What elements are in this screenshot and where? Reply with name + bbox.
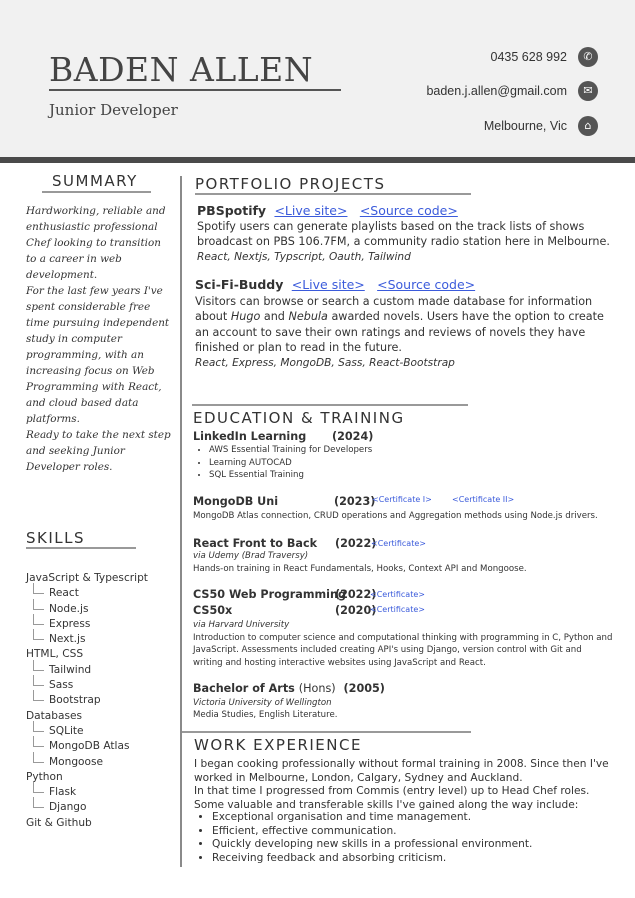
skill-item: Tailwind bbox=[26, 663, 148, 678]
project-tech: React, Nextjs, Typscript, Oauth, Tailwind bbox=[197, 250, 411, 263]
course-year: (2023) bbox=[334, 495, 376, 508]
skill-item: Express bbox=[26, 617, 148, 632]
live-site-link[interactable]: <Live site> bbox=[274, 203, 348, 218]
list-item: • Exceptional organisation and time management. bbox=[212, 811, 532, 825]
project-summary: Visitors can browse or search a custom made database for information about Hugo and Nebula awarded novels. Users have the option to create an account to save their own ratings and reviews of novels they have finished or plan to read in the future. bbox=[195, 295, 604, 355]
course-year: (2020) bbox=[335, 604, 377, 617]
work-heading: WORK EXPERIENCE bbox=[194, 736, 362, 754]
skill-item: Next.js bbox=[26, 632, 148, 647]
list-item: • Receiving feedback and absorbing criticism. bbox=[212, 852, 532, 866]
project-name: PBSpotify bbox=[197, 203, 267, 218]
home-icon: ⌂ bbox=[578, 116, 598, 136]
summary-paragraph: For the last few years I've spent considerable free time pursuing independent study in computer programming, with an increasing focus on Web Programming with React, and cloud based data platforms. bbox=[26, 285, 170, 425]
certificate-link[interactable]: <Certificate> bbox=[370, 605, 425, 614]
location: Melbourne, Vic bbox=[483, 119, 567, 133]
certificate-link[interactable]: <Certificate> bbox=[370, 590, 425, 599]
work-skills-list bbox=[195, 811, 532, 865]
skill-item: Node.js bbox=[26, 602, 148, 617]
certificate-link[interactable]: <Certificate II> bbox=[452, 495, 515, 504]
name-underline bbox=[49, 89, 341, 91]
job-title: Junior Developer bbox=[49, 101, 178, 119]
summary-paragraph: Hardworking, reliable and enthusiastic professional Chef looking to transition to a career in web development. bbox=[26, 205, 166, 281]
course-provider: via Harvard University bbox=[193, 620, 290, 630]
course-description: MongoDB Atlas connection, CRUD operations and Aggregation methods using Node.js drivers. bbox=[193, 511, 598, 521]
skill-group: Git & Github bbox=[26, 816, 92, 829]
list-item: • AWS Essential Training for Developers bbox=[209, 444, 372, 457]
work-summary bbox=[194, 758, 620, 812]
project-summary: Spotify users can generate playlists based on the track lists of shows broadcast on PBS 106.7FM, a community radio station here in Melbourne. bbox=[197, 220, 610, 249]
skill-item: Flask bbox=[26, 785, 148, 800]
header-divider bbox=[0, 157, 635, 163]
column-divider bbox=[180, 176, 182, 867]
education-heading: EDUCATION & TRAINING bbox=[193, 409, 405, 427]
portfolio-heading: PORTFOLIO PROJECTS bbox=[195, 175, 386, 193]
course-name: LinkedIn Learning bbox=[193, 430, 307, 443]
skill-group: Databases bbox=[26, 709, 83, 722]
summary-paragraph: Ready to take the next step and seeking Junior Developer roles. bbox=[26, 429, 171, 473]
skill-item: SQLite bbox=[26, 724, 148, 739]
summary-heading: SUMMARY bbox=[52, 172, 138, 190]
summary-text bbox=[26, 203, 174, 475]
project-description bbox=[195, 294, 620, 371]
skill-group: HTML, CSS bbox=[26, 648, 84, 661]
phone-number: 0435 628 992 bbox=[490, 50, 567, 64]
list-item: • Efficient, effective communication. bbox=[212, 825, 532, 839]
email-address[interactable]: baden.j.allen@gmail.com bbox=[426, 84, 567, 98]
course-name: CS50 Web Programming bbox=[193, 588, 346, 601]
course-year: (2022) bbox=[335, 588, 377, 601]
course-description: Media Studies, English Literature. bbox=[193, 710, 338, 720]
course-year: (2024) bbox=[332, 430, 374, 443]
candidate-name: BADEN ALLEN bbox=[49, 50, 314, 89]
skill-item: Bootstrap bbox=[26, 693, 148, 708]
mail-icon: ✉ bbox=[578, 81, 598, 101]
source-code-link[interactable]: <Source code> bbox=[377, 277, 476, 292]
source-code-link[interactable]: <Source code> bbox=[359, 203, 458, 218]
project-description bbox=[197, 219, 617, 265]
course-list bbox=[195, 444, 372, 482]
course-provider: Victoria University of Wellington bbox=[193, 698, 332, 708]
skill-item: Mongoose bbox=[26, 755, 148, 770]
skills-rule bbox=[26, 547, 136, 549]
education-top-rule bbox=[192, 404, 468, 406]
portfolio-rule bbox=[195, 193, 471, 195]
certificate-link[interactable]: <Certificate> bbox=[371, 539, 426, 548]
phone-icon: ✆ bbox=[578, 47, 598, 67]
course-year: (2005) bbox=[343, 682, 385, 695]
course-year: (2022) bbox=[335, 537, 377, 550]
work-paragraph: Some valuable and transferable skills I've gained along the way include: bbox=[194, 798, 579, 811]
work-paragraph: I began cooking professionally without formal training in 2008. Since then I've worked in Melbourne, London, Calgary, Sydney and Auckland. bbox=[194, 758, 609, 784]
course-provider: via Udemy (Brad Traversy) bbox=[193, 551, 309, 561]
skill-group: JavaScript & Typescript bbox=[26, 572, 148, 584]
degree-honours: (Hons) bbox=[298, 682, 336, 695]
course-name bbox=[193, 682, 385, 695]
skill-item: React bbox=[26, 586, 148, 601]
course-description: Hands-on training in React Fundamentals, Hooks, Context API and Mongoose. bbox=[193, 564, 527, 574]
skill-item: MongoDB Atlas bbox=[26, 739, 148, 754]
degree-name: Bachelor of Arts bbox=[193, 682, 295, 695]
project-tech: React, Express, MongoDB, Sass, React-Bootstrap bbox=[195, 356, 455, 369]
course-name: React Front to Back bbox=[193, 537, 318, 550]
project-name: Sci-Fi-Buddy bbox=[195, 277, 284, 292]
certificate-link[interactable]: <Certificate I> bbox=[372, 495, 432, 504]
skill-item: Sass bbox=[26, 678, 148, 693]
course-name: CS50x bbox=[193, 604, 233, 617]
work-top-rule bbox=[182, 731, 471, 733]
course-name: MongoDB Uni bbox=[193, 495, 279, 508]
skills-heading: SKILLS bbox=[26, 529, 86, 547]
list-item: • Quickly developing new skills in a professional environment. bbox=[212, 838, 532, 852]
project-title bbox=[197, 203, 458, 218]
list-item: • Learning AUTOCAD bbox=[209, 457, 372, 470]
project-title bbox=[195, 277, 475, 292]
live-site-link[interactable]: <Live site> bbox=[291, 277, 365, 292]
skill-item: Django bbox=[26, 800, 148, 815]
skills-list bbox=[26, 571, 148, 831]
work-paragraph: In that time I progressed from Commis (entry level) up to Head Chef roles. bbox=[194, 785, 590, 798]
course-description: Introduction to computer science and computational thinking with programming in C, Python and JavaScript. Assessments included creating API's using Django, version control with Git and writing and hosting interactive websites using JavaScript and React. bbox=[193, 633, 613, 668]
summary-rule bbox=[42, 191, 151, 193]
list-item: • SQL Essential Training bbox=[209, 469, 372, 482]
skill-group: Python bbox=[26, 770, 63, 783]
